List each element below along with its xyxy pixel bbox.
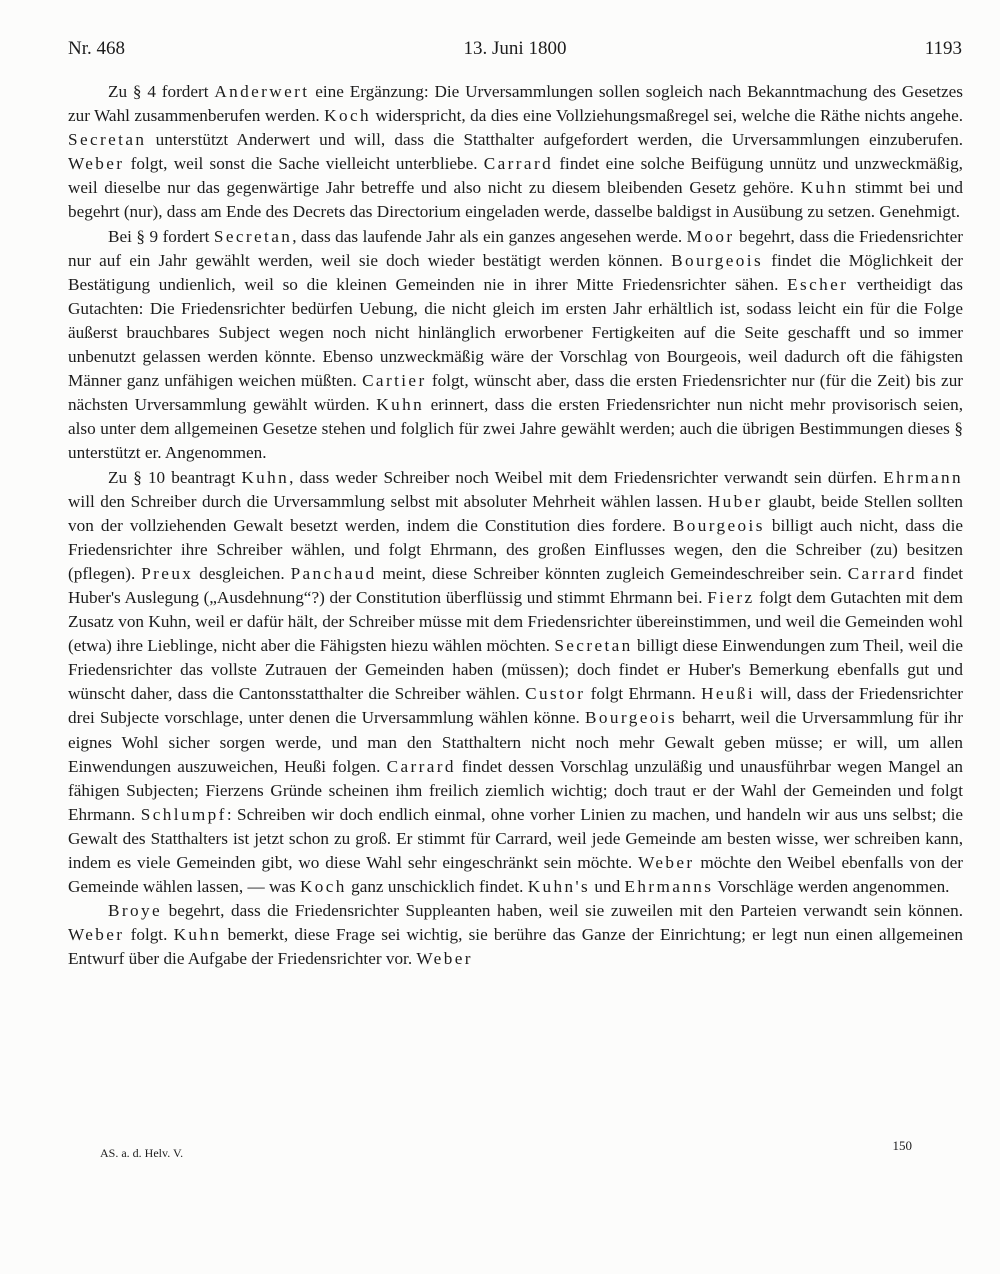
- speaker-name: Secretan: [554, 636, 633, 656]
- text-run: meint, diese Schreiber könnten zugleich Gemeindeschreiber sein.: [376, 563, 848, 583]
- text-run: : Schreiben wir doch endlich einmal, ohne vorher Linien zu machen, und handeln wir aus uns selbst; die Gewalt des Statthalters ist jetzt schon zu groß. Er stimmt für Carrard, weil jede Gemeinde am besten wisse, wer schreiben kann, indem es viele Gemeinden gibt, wo diese Wahl sehr eingeschränkt sein möchte.: [68, 804, 963, 872]
- text-run: findet dessen Vorschlag unzuläßig und unausführbar wegen Mangel an fähigen Subjecten; Fierzens Gründe scheinen ihm freilich ziemlich wichtig; doch traut er der Wahl der Gemeinden und folgt Ehrmann.: [68, 756, 963, 824]
- text-run: begehrt, dass die Friedensrichter Suppleanten haben, weil sie zuweilen mit den Parteien verwandt sein können.: [162, 901, 963, 921]
- speaker-name: Carrard: [483, 154, 554, 174]
- speaker-name: Heußi: [701, 684, 756, 704]
- text-run: desgleichen.: [193, 563, 291, 583]
- speaker-name: Carrard: [847, 563, 917, 583]
- speaker-name: Broye: [108, 901, 163, 921]
- text-run: billigt diese Einwendungen zum Theil, weil die Friedensrichter das vollste Zutrauen der Gemeinden haben (müssen); doch findet er Huber's Bemerkung ebenfalls gut und wünscht daher, dass die Cantonsstatthalter die Schreiber wählen.: [68, 636, 963, 704]
- paragraph: [68, 225, 963, 466]
- text-run: folgt, weil sonst die Sache vielleicht unterbliebe.: [124, 154, 484, 174]
- text-run: findet Huber's Auslegung („Ausdehnung“?) der Constitution überflüssig und stimmt Ehrmann bei.: [68, 563, 963, 607]
- text-run: stimmt bei und begehrt (nur), dass am Ende des Decrets das Directorium eingeladen werde, dasselbe baldigst in Ausübung zu setzen. Genehmigt.: [68, 178, 963, 222]
- text-run: bemerkt, diese Frage sei wichtig, sie berühre das Ganze der Einrichtung; er legt nun einen allgemeinen Entwurf über die Aufgabe der Friedensrichter vor.: [68, 925, 963, 969]
- speaker-name: Ehrmanns: [624, 877, 714, 897]
- signature-mark: 150: [892, 1138, 912, 1153]
- text-run: ganz unschicklich findet.: [346, 877, 528, 897]
- speaker-name: Escher: [787, 274, 849, 294]
- speaker-name: Koch: [324, 106, 372, 126]
- speaker-name: Bourgeois: [671, 250, 764, 270]
- text-run: vertheidigt das Gutachten: Die Friedensrichter bedürfen Uebung, die nicht gleich im ersten Jahr erhältlich ist, sodass leicht ein für die Folge äußerst brauchbares Subject wegen noch nicht hinlänglich erworbener Fertigkeiten auf die Seite geschafft und so immer unbenutzt gelassen werden könnte. Ebenso unzweckmäßig wäre der Vorschlag von Bourgeois, weil dadurch oft die fähigsten Männer ganz unfähigen weichen müßten.: [68, 274, 963, 391]
- speaker-name: Weber: [416, 949, 473, 969]
- speaker-name: Fierz: [707, 587, 755, 607]
- text-run: unterstützt Anderwert und will, dass die Statthalter aufgefordert werden, die Urversammlungen einzuberufen.: [146, 130, 963, 150]
- speaker-name: Koch: [299, 877, 347, 897]
- text-run: eine Ergänzung: Die Urversammlungen sollen sogleich nach Bekanntmachung des Gesetzes zur Wahl zusammenberufen werden.: [68, 82, 963, 126]
- document-date: 13. Juni 1800: [463, 38, 567, 59]
- text-run: folgt, wünscht aber, dass die ersten Friedensrichter nur (für die Zeit) bis zur nächsten Urversammlung gewählt würden.: [68, 371, 964, 415]
- text-run: widerspricht, da dies eine Vollziehungsmaßregel sei, welche die Räthe nichts angehe.: [371, 106, 963, 126]
- text-run: erinnert, dass die ersten Friedensrichter nun nicht mehr provisorisch seien, also unter dem allgemeinen Gesetze stehen und folglich für zwei Jahre gewählt werden; auch die übrigen Bestimmungen dieses § unterstützt er. Angenommen.: [68, 395, 963, 463]
- speaker-name: Weber: [638, 853, 695, 872]
- text-run: möchte den Weibel ebenfalls von der Gemeinde wählen lassen, — was: [68, 853, 963, 897]
- text-run: beharrt, weil die Urversammlung für ihr eignes Wohl sicher sorgen werde, und man den Statthaltern nicht noch mehr Gewalt geben müsse; er will, um allen Einwendungen auszuweichen, Heußi folgen.: [68, 708, 963, 776]
- text-run: folgt dem Gutachten mit dem Zusatz von Kuhn, weil er dafür hält, der Schreiber müsse mit dem Friedensrichter übereinstimmen, und weil die Gemeinden wohl (etwa) ihre Lieblinge, nicht aber die Fähigsten hiezu wählen möchten.: [68, 587, 963, 656]
- speaker-name: Kuhn: [376, 395, 425, 415]
- paragraph: [68, 80, 963, 225]
- speaker-name: Panchaud: [290, 563, 377, 583]
- speaker-name: Cartier: [362, 371, 427, 391]
- text-run: findet eine solche Beifügung unnütz und unzweckmäßig, weil dieselbe nur das gegenwärtige Jahr betreffe und also nicht zu diesem bleibenden Gesetz gehöre.: [68, 154, 963, 198]
- speaker-name: Carrard: [386, 756, 456, 776]
- running-header: [68, 38, 962, 68]
- text-run: , dass weder Schreiber noch Weibel mit dem Friedensrichter verwandt sein dürfen.: [289, 467, 884, 487]
- document-number: Nr. 468: [68, 38, 125, 59]
- text-run: will, dass der Friedensrichter drei Subjecte vorschlage, unter denen die Urversammlung wählen könne.: [68, 684, 963, 728]
- body-text: [68, 80, 963, 971]
- speaker-name: Kuhn: [241, 467, 290, 487]
- text-run: begehrt, dass die Friedensrichter nur auf ein Jahr gewählt werden, weil sie doch wieder bestätigt werden können.: [68, 226, 963, 270]
- speaker-name: Kuhn's: [527, 877, 591, 897]
- speaker-name: Weber: [68, 925, 125, 945]
- source-abbreviation: AS. a. d. Helv. V.: [100, 1146, 184, 1160]
- speaker-name: Moor: [686, 226, 735, 246]
- text-run: Zu § 10 beantragt: [108, 467, 242, 487]
- page-number: 1193: [924, 38, 962, 59]
- text-run: folgt Ehrmann.: [585, 684, 702, 704]
- speaker-name: Secretan: [68, 130, 147, 150]
- speaker-name: Ehrmann: [883, 467, 963, 487]
- speaker-name: Anderwert: [214, 82, 310, 101]
- text-run: Zu § 4 fordert: [108, 82, 215, 101]
- speaker-name: Secretan: [213, 226, 293, 246]
- text-run: glaubt, beide Stellen sollten von der vollziehenden Gewalt besetzt werden, indem die Constitution dies fordere.: [68, 491, 963, 535]
- speaker-name: Kuhn: [800, 178, 849, 198]
- text-run: , dass das laufende Jahr als ein ganzes angesehen werde.: [292, 226, 687, 246]
- text-run: will den Schreiber durch die Urversammlung selbst mit absoluter Mehrheit wählen lassen.: [68, 491, 708, 511]
- text-run: folgt.: [124, 925, 174, 945]
- speaker-name: Custor: [525, 684, 586, 704]
- text-run: Vorschläge werden angenommen.: [713, 877, 950, 897]
- speaker-name: Bourgeois: [585, 708, 677, 728]
- text-run: findet die Möglichkeit der Bestätigung undienlich, weil so die kleinen Gemeinden nie in ihrer Mitte Friedensrichter sähen.: [68, 250, 963, 294]
- text-run: und: [590, 877, 625, 897]
- paragraph: [68, 899, 963, 971]
- speaker-name: Preux: [141, 563, 194, 583]
- paragraph: [68, 466, 963, 900]
- text-run: Bei § 9 fordert: [108, 226, 214, 246]
- speaker-name: Bourgeois: [672, 515, 765, 535]
- speaker-name: Kuhn: [173, 925, 222, 945]
- speaker-name: Weber: [68, 154, 125, 174]
- text-run: billigt auch nicht, dass die Friedensrichter ihre Schreiber wählen, und folgt Ehrmann, des großen Einflusses wegen, den die Schreiber (zu) besitzen (pflegen).: [68, 515, 963, 583]
- speaker-name: Huber: [707, 491, 763, 511]
- speaker-name: Schlumpf: [140, 804, 227, 824]
